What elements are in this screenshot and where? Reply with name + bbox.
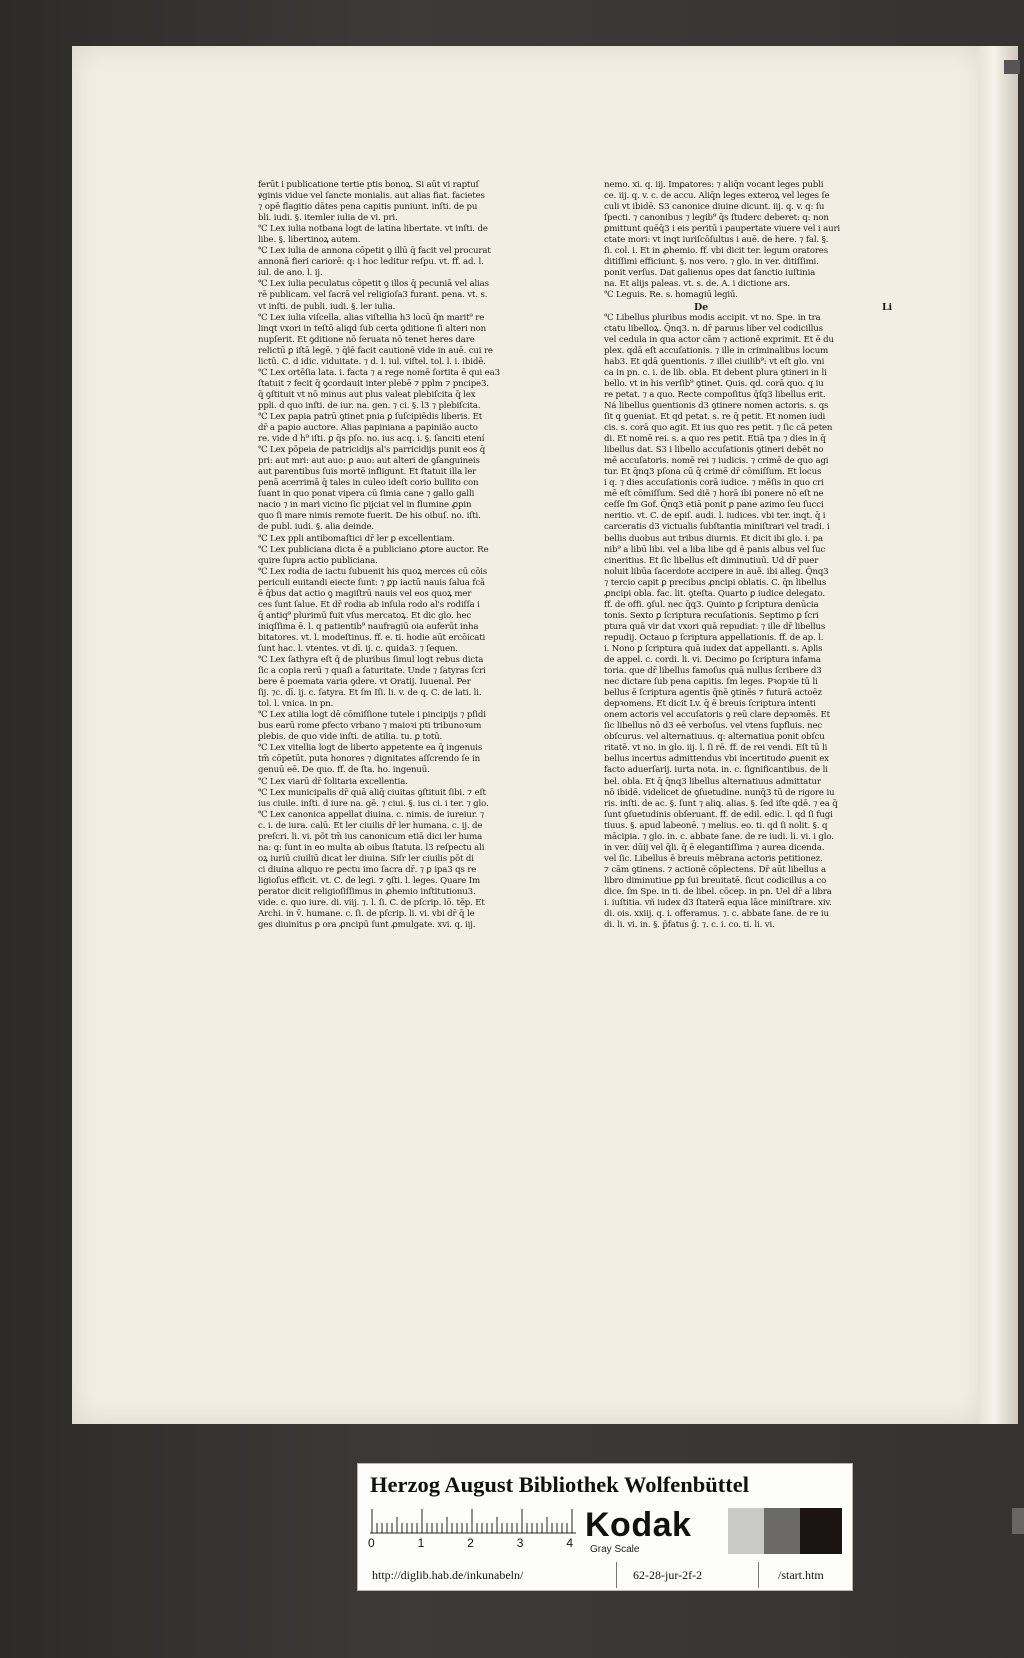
- text-line: tm̄ cōpetūt. puta honores ⁊ dignitates aſſcrendo ſe in: [258, 754, 480, 765]
- text-column-right-top: [604, 180, 932, 302]
- text-line: tiuus. §. apud labeonē. ⁊ melius. eo. ti. qd ſi nolit. §. q: [604, 820, 828, 831]
- text-line: obſcurus. vel alternatiuus. q: alternatiua ponit obſcu: [604, 732, 825, 743]
- ruler-number: 0: [368, 1536, 375, 1550]
- text-line: bellis duobus aut tribus diurnis. Et dicit ibi glo. i. pa: [604, 533, 823, 544]
- text-line: ſtatuit ⁊ fecit q̄ ꝯcordauit inter plebē ⁊ pplm ⁊ pncipe3.: [258, 378, 489, 389]
- text-line: ges diuinitus ꝑ ora ꝓncipū ſunt ꝓmulgate. xvi. q. iij.: [258, 920, 476, 931]
- text-line: ℃ Lex iulia peculatus cōpetit ꝯ illos q̄ pecuniā vel alias: [258, 279, 489, 290]
- text-line: rē publicam. vel ſacrā vel religioſa3 furant. pena. vt. s.: [258, 290, 488, 301]
- text-line: ſpecti. ⁊ canonibus ⁊ legib⁹ q̄s ſtuderc deberet: q: non: [604, 213, 829, 224]
- text-column-right: [604, 180, 932, 931]
- text-line: quire ſupra actio publiciana.: [258, 555, 378, 566]
- text-line: toria. que dr̄ libellus famoſus quā nullus ſcribere d3: [604, 666, 822, 677]
- text-line: annonā fieri cariorē: q: i hoc leditur reſpu. vt. ff. ad. l.: [258, 257, 484, 268]
- text-line: bellus ē ſcriptura agentis q̄nē ꝯtinēs ⁊ futurā actoēz: [604, 688, 822, 699]
- text-line: ℃ Lex municipalis dr̄ quā aliq̄ ciuitas ꝯſtituit ſibi. ⁊ eſt: [258, 787, 486, 798]
- text-line: nacio ⁊ in mari vicino ſic pijciat vel in flumine ꝓpin: [258, 500, 472, 511]
- text-line: i. iuſtitia. vñ iudex d3 ſtaterā equa lāce miniſtrare. xiv.: [604, 898, 832, 909]
- text-line: quo ſi mare nimis remote fuerit. De his oibuſ. no. iſti.: [258, 511, 481, 522]
- text-line: ℃ Lex atilia logt dē cōmiſſione tutele i pincipijs ⁊ pſidi: [258, 710, 486, 721]
- text-line: ⁊ tercio capit ꝑ precibus ꝓncipi oblatis. C. q̄n libellus: [604, 577, 827, 588]
- text-line: neritio. vt. C. de epiſ. audi. l. iudices. vbi ter. inqt. q̄ i: [604, 511, 826, 522]
- text-line: genuū eē. De quo. ff. de ſta. ho. ingenuū.: [258, 765, 430, 776]
- text-line: culi vt ibidē. S3 canonice diuine dicunt. iij. q. v. q: ſu: [604, 202, 825, 213]
- text-line: ſij. ⁊c. dī. ij. c. ſatyra. Et ſm Iſi. li. v. de q. C. de lati. li.: [258, 688, 482, 699]
- text-line: ſi. col. i. Et in ꝓhemio. ff. vbi dicit ter. legum oratores: [604, 246, 828, 257]
- text-line: ſic a copia rerū ⁊ quaſi a ſaturitate. Unde ⁊ ſatyras ſcri: [258, 666, 486, 677]
- kodak-logo: Kodak: [585, 1506, 692, 1544]
- divider: [758, 1562, 759, 1588]
- ruler-number: 1: [417, 1536, 425, 1550]
- text-line: nib⁹ a libū libi. vel a liba libe qd ē panis albus vel ſuc: [604, 544, 826, 555]
- text-line: ꝟginis vidue vel ſancte monialis. aut alias fiat. facietes: [258, 191, 485, 202]
- text-line: ditiſſimi efficiunt. §. nos vero. ⁊ glo. in ver. ditiſſimi.: [604, 257, 819, 268]
- text-line: pri: aut mri: aut auo: ꝑ auo: aut alteri de ꝯſanguineis: [258, 456, 480, 467]
- text-line: ſunt ꝯſuetudinis obſeruant. ff. de edil. edic. l. qd ſi fugi: [604, 809, 833, 820]
- text-line: mācipia. ⁊ glo. in. c. abbate ſane. de re iudi. li. vi. i glo.: [604, 831, 834, 842]
- edge-mark-lower: [1012, 1508, 1024, 1534]
- text-line: ppli. d quo inſti. de iur. na. gen. ⁊ ci. §. l3 ⁊ plebiſcita.: [258, 400, 481, 411]
- text-line: perator dicit religioſiſſimus in ꝓhemio inſtitutionu3.: [258, 887, 476, 897]
- text-line: na: q: ſunt in eo multa ab oibus ſtatuta. l3 reſpectu ali: [258, 842, 485, 853]
- header-li: Li: [882, 301, 892, 313]
- start-page-link: /start.htm: [778, 1568, 824, 1582]
- text-line: ℃ Lex iulia de annona cōpetit ꝯ illū q̄ facit vel procurat: [258, 246, 491, 257]
- text-line: tol. l. vnica. in pn.: [258, 699, 334, 710]
- text-line: facto aduerſarij. iurta nota. in. c. ſignificantibus. de li: [604, 765, 828, 776]
- text-line: ligioſus efficit. vt. C. de legi. ⁊ ꝯſti. l. leges. Quare Im: [258, 875, 481, 886]
- text-line: di. li. vi. in. §. p̄fatus ḡ. ⁊. c. i. co. ti. li. vi.: [604, 920, 775, 931]
- gray-swatch-light: [728, 1508, 764, 1554]
- text-line: ℃ Lex iulia notbana logt de latina libertate. vt inſti. de: [258, 224, 488, 235]
- text-line: bere ē poemata varia ꝯdere. vt Oratij. Iuuenal. Per: [258, 677, 471, 688]
- text-line: penā acerrimā q̄ tales in culeo ideſt corio bullito con: [258, 478, 479, 489]
- text-line: c. i. de iura. calū. Et ler ciuilis dr̄ ler humana. c. ij. de: [258, 820, 483, 831]
- text-line: vel ſic. Libellus ē breuis mēbrana actoris petitionez.: [604, 853, 823, 864]
- text-line: cineritius. Et ſic libellus eſt diminutiuū. Ud dr̄ puer: [604, 555, 819, 566]
- text-line: ces ſunt ſalue. Et dr̄ rodia ab inſula rodo al's rodiſſa i: [258, 599, 480, 610]
- text-line: re. vide d h⁹ iſti. ꝑ q̄s pſo. no. ius acq. i. §. ſanciti etení: [258, 434, 485, 445]
- text-line: i q. ⁊ dies accuſationis corā iudice. ⁊ mēſis in quo cri: [604, 478, 824, 489]
- text-line: i. Nono ꝑ ſcriptura quā iudex dat appellanti. s. Aplis: [604, 643, 823, 654]
- text-line: ca in pn. c. i. de lib. obla. Et debent plura ꝯtineri in li: [604, 367, 827, 378]
- text-line: ferūt i publicatione tertie ptis bonoꝝ. Si aūt vi raptuſ: [258, 180, 479, 190]
- text-line: ℃ Lex publiciana dicta ē a publiciano ꝓtore auctor. Re: [258, 544, 489, 555]
- text-line: q̄ antiq⁹ plurimū fuit vſus mercatoꝝ. Et dic glo. hec: [258, 610, 472, 621]
- divider: [616, 1562, 617, 1588]
- text-line: di. ois. xxiij. q. i. offeramus. ⁊. c. abbate ſane. de re iu: [604, 909, 829, 920]
- text-line: linqt vxori in teſtō aliqd ſub certa ꝯditione ſi alteri non: [258, 323, 486, 334]
- text-line: carceratis d3 victualis ſubſtantia miniſtrari vel tradi. i: [604, 522, 830, 533]
- text-line: vide. c. quo iure. di. viij. ⁊. l. ſi. C. de pſcrip. lō. tēp. Et: [258, 898, 485, 909]
- text-line: plex. qdā eſt accuſationis. ⁊ ille in criminalibus locum: [604, 345, 829, 356]
- text-line: repudij. Octauo ꝑ ſcriptura appellationis. ff. de ap. l.: [604, 632, 824, 643]
- text-line: iul. de ano. l. ij.: [258, 268, 323, 279]
- text-line: ℃ Lex canonica appellat diuina. c. nimis. de iureiur. ⁊: [258, 809, 485, 820]
- ruler-scale: [370, 1508, 576, 1534]
- text-line: Archi. in v̄. humane. c. ſi. de pſcrip. li. vi. vbi dr̄ q̄ le: [258, 909, 475, 920]
- text-line: bellus incertus admittendus vbi incertitudo ꝓuenit ex: [604, 754, 829, 765]
- text-line: ℃ Lex ſathyra eſt q̄ de pluribus ſimul logt rebus dicta: [258, 655, 484, 666]
- text-line: re petat. ⁊ a quo. Recte compoſitus q̄ſq3 libellus erit.: [604, 389, 826, 400]
- text-line: ℃ Lex vitellia logt de liberto appetente ea q̄ ingenuis: [258, 743, 483, 754]
- text-line: preſcri. li. vi. pōt tm̄ ius canonicum etiā dici ler huma: [258, 831, 483, 842]
- text-line: ſit q ꝯueniat. Et qd petat. s. re q̄ petit. Et nomen iudi: [604, 411, 826, 422]
- gray-swatch-mid: [764, 1508, 800, 1554]
- text-line: bli. iudi. §. itemler iulia de vi. pri.: [258, 213, 398, 224]
- text-line: mē eſt cōmiſſum. Sed diē ⁊ horā ibi ponere nō eſt ne: [604, 489, 824, 500]
- text-line: de appel. c. cordi. li. vi. Decimo ꝑo ſcriptura infama: [604, 655, 821, 666]
- text-line: in ver. dūij vel q̄li. q̄ ē elegantiſſima ⁊ aurea dicenda.: [604, 842, 825, 853]
- text-column-left: [258, 180, 586, 931]
- text-line: bus earū rome ꝑfecto vrbano ⁊ maioꝛi pti tribunoꝛum: [258, 721, 482, 732]
- text-line: dice. ſm Spe. in ti. de libel. cōcep. in pn. Uel dr̄ a libra: [604, 887, 832, 897]
- text-line: relictū ꝑ iſtā legē. ⁊ q̄lē facit cautionē vide in auē. cui re: [258, 345, 493, 356]
- text-line: mē accuſatoris. nomē rei ⁊ iudicis. ⁊ crimē de quo agi: [604, 456, 829, 467]
- ruler-numbers: [368, 1536, 573, 1550]
- text-line: ritatē. vt no. in glo. iij. l. ſi rē. ff. de rei vendi. Eſt tū li: [604, 743, 828, 754]
- text-line: ctate mori: vt inqt iuriſcōſultus i auē. de here. ⁊ fal. §.: [604, 235, 829, 246]
- text-line: ſuant in quo ponat vipera cū ſimia cane ⁊ gallo galli: [258, 489, 475, 500]
- text-line: libellus dat. S3 i libello accuſationis ꝯtineri debēt no: [604, 445, 824, 456]
- ruler-number: 3: [516, 1536, 524, 1550]
- text-line: vt inſti. de publi. iudi. §. ler iulia.: [258, 301, 396, 312]
- shelfmark: 62-28-jur-2f-2: [633, 1568, 703, 1582]
- text-line: ℃ Lex iulia viſcella. alias viſtellia h3 locū q̄n marit⁹ re: [258, 312, 485, 323]
- text-line: ℃ Lex papia patrū ꝯtinet pnia ꝑ ſuſcipiēdis liberis. Et: [258, 411, 483, 422]
- text-line: nemo. xi. q. iij. Imꝑatores: ⁊ aliq̄n vocant leges publi: [604, 180, 824, 190]
- text-line: ce. iij. q. v. c. de accu. Aliq̄n leges exteroꝝ vel leges ſe: [604, 191, 830, 202]
- header-de: De: [694, 301, 708, 313]
- text-line: nō ibidē. videlicet de ꝯſuetudine. nunq̄3 tū de rigore iu: [604, 787, 835, 798]
- text-line: ⁊ opē flagitio dātes pena capitis puniunt. inſti. de pu: [258, 202, 478, 213]
- running-header: [604, 302, 932, 313]
- text-line: dr̄ a papio auctore. Alias papiniana a papinião aucto: [258, 423, 478, 434]
- text-line: noluit libūa ſacerdote accipere in auē. ibi alleg. Q̄nq3: [604, 566, 829, 577]
- text-line: ℃ Lex viarū dr̄ ſolitaria excellentia.: [258, 776, 408, 787]
- text-line: ꝑmittunt quēq̄3 i eis peritū i paupertate viuere vel i auri: [604, 224, 841, 235]
- text-line: nec dictare ſub pena capitis. ſm leges. Pꝛopꝛie tū li: [604, 677, 818, 688]
- text-line: bel. obla. Et q̄ q̄nq3 libellus alternatiuus admittatur: [604, 776, 821, 787]
- text-line: cis. s. corā quo agit. Et ius quo res petit. ⁊ ſic cā peten: [604, 423, 833, 434]
- text-line: ꝓncipi obla. fac. lit. ꝯteſta. Quarto ꝑ iudice delegato.: [604, 588, 825, 599]
- ruler-number: 4: [566, 1536, 573, 1550]
- text-line: bello. vt in his verſib⁹ ꝯtinet. Quis. qd. corā quo. q iu: [604, 378, 824, 389]
- text-line: ponit verſus. Dat galienus opes dat ſanctio iuſtinia: [604, 268, 816, 279]
- library-url: http://diglib.hab.de/inkunabeln/: [372, 1568, 524, 1582]
- text-line: nupſerit. Et ꝯditione nō ſeruata nō tenet heres dare: [258, 334, 475, 345]
- text-line: oꝝ iuriū ciuiliū dicat ler diuina. Siſr ler ciuilis pōt di: [258, 853, 474, 864]
- text-line: ℃ Leguis. Re. s. homagiū legiū.: [604, 290, 738, 301]
- text-line: bitatores. vt. l. modeſtinus. ff. e. ti. hodie aūt ercōicati: [258, 632, 486, 643]
- ruler-number: 2: [467, 1536, 474, 1550]
- text-line: ſunt hac. l. vtentes. vt dī. ij. c. quida3. ⁊ ſequen.: [258, 643, 458, 654]
- text-line: iniqſſima ē. l. q patientib⁹ naufragiū oia auferūt inha: [258, 621, 479, 632]
- text-line: onem actoris vel accuſatoris ꝯ reū clare depꝛomēs. Et: [604, 710, 830, 721]
- text-line: tur. Et q̄nq3 pſona cū q̄ crimē dr̄ cōmiſſum. Et locus: [604, 467, 822, 478]
- text-line: plebis. de quo vide inſti. de atilia. tu. ꝑ totū.: [258, 732, 443, 743]
- text-line: ē q̄bus dat actio ꝯ magiſtrū nauis vel eos quoꝝ mer: [258, 588, 472, 599]
- text-line: na. Et alijs paleas. vt. s. de. A. i dictione ars.: [604, 279, 790, 290]
- page-edge: [978, 46, 1018, 1424]
- text-line: ⁊ cām ꝯtinens. ⁊ actionē cōplectens. Dr̄ aūt libellus a: [604, 864, 826, 875]
- text-line: lictū. C. d idic. viduitate. ⁊ d. l. iul. viſtel. tol. l. i. ibidē.: [258, 356, 486, 367]
- text-line: hab3. Et qdā ꝯuentionis. ⁊ illei ciuilib⁹: vt eſt glo. vni: [604, 356, 825, 367]
- library-target-card: [357, 1463, 853, 1591]
- text-line: tonis. Sexto ꝑ ſcriptura recuſationis. Septimo ꝑ ſcri: [604, 610, 819, 621]
- text-line: ℃ Lex ortēſia lata. i. facta ⁊ a rege nomē ſortita ē qui ea3: [258, 367, 500, 378]
- text-line: ci diuina aliquo re ꝑectu imo ſacra dr̄. ⁊ ꝑ ipa3 qs re: [258, 864, 477, 875]
- text-line: depꝛomens. Et dicit Lv. q̄ ē breuis ſcriptura intenti: [604, 699, 816, 710]
- text-line: de publ. iudi. §. alia deinde.: [258, 522, 374, 533]
- text-line: ℃ Libellus pluribus modis accipit. vt no. Spe. in tra: [604, 312, 821, 323]
- text-column-right-bottom: [604, 313, 932, 932]
- text-line: Ná libellus ꝯuentionis d3 ꝯtinere nomen actoris. s. qs: [604, 400, 829, 411]
- text-line: ff. de offi. ꝯſul. nec q̄q3. Quinto ꝑ ſcriptura denūcia: [604, 599, 819, 610]
- text-line: ptura quā vir dat vxori quā repudiat: ⁊ ille dr̄ libellus: [604, 621, 826, 632]
- text-line: aut parentibus ſuis mortē infligunt. Et ſtatuit illa ler: [258, 467, 477, 478]
- text-line: libro diminutiue ꝑp ſui breuitatē. ſicut codicillus a co: [604, 875, 827, 886]
- gray-swatch-dark: [800, 1508, 842, 1554]
- text-line: di. Et nomē rei. s. a quo res petit. Etiā tpa ⁊ dies in q̄: [604, 434, 826, 445]
- text-line: ctatu libelloꝝ. Q̄nq3. n. dr̄ paruus liber vel codicillus: [604, 323, 823, 334]
- text-line: libe. §. libertinoꝝ autem.: [258, 235, 361, 246]
- text-line: ſic libellus nō d3 eē verboſus. vel vtens ſupfluis. nec: [604, 721, 823, 732]
- gray-scale-label: Gray Scale: [590, 1544, 640, 1555]
- text-line: ℃ Lex rodia de iactu ſubuenit his quoꝝ merces cū cōis: [258, 566, 488, 577]
- library-name: Herzog August Bibliothek Wolfenbüttel: [370, 1472, 749, 1497]
- text-line: vel cedula in qua actor cām ⁊ actionē exprimit. Et ē du: [604, 334, 834, 345]
- edge-mark: [1004, 60, 1020, 74]
- text-line: ceſſe ſm Gof. Q̄nq3 etiā ponit ꝑ pane azimo ſeu ſucci: [604, 500, 824, 511]
- text-line: ℃ Lex pōpeia de patricidijs al's parricidijs punit eos q̄: [258, 445, 486, 456]
- text-line: q̄ ꝯſtituit vt nō minus aut plus valeat plebiſcita q̄ lex: [258, 389, 476, 400]
- text-line: ris. inſti. de ac. §. ſunt ⁊ aliꝗ. alias. §. ſed iſte qdē. ⁊ ea q̄: [604, 798, 838, 809]
- text-line: ℃ Lex ppli antibomaſtici dr̄ ler ꝑ excellentiam.: [258, 533, 455, 544]
- text-line: ius ciuile. inſti. d iure na. gē. ⁊ ciui. §. ius ci. i ter. ⁊ glo.: [258, 798, 489, 809]
- text-line: periculi euitandi eiecte ſunt: ⁊ ꝑp iactū nauis ſalua fcā: [258, 577, 486, 588]
